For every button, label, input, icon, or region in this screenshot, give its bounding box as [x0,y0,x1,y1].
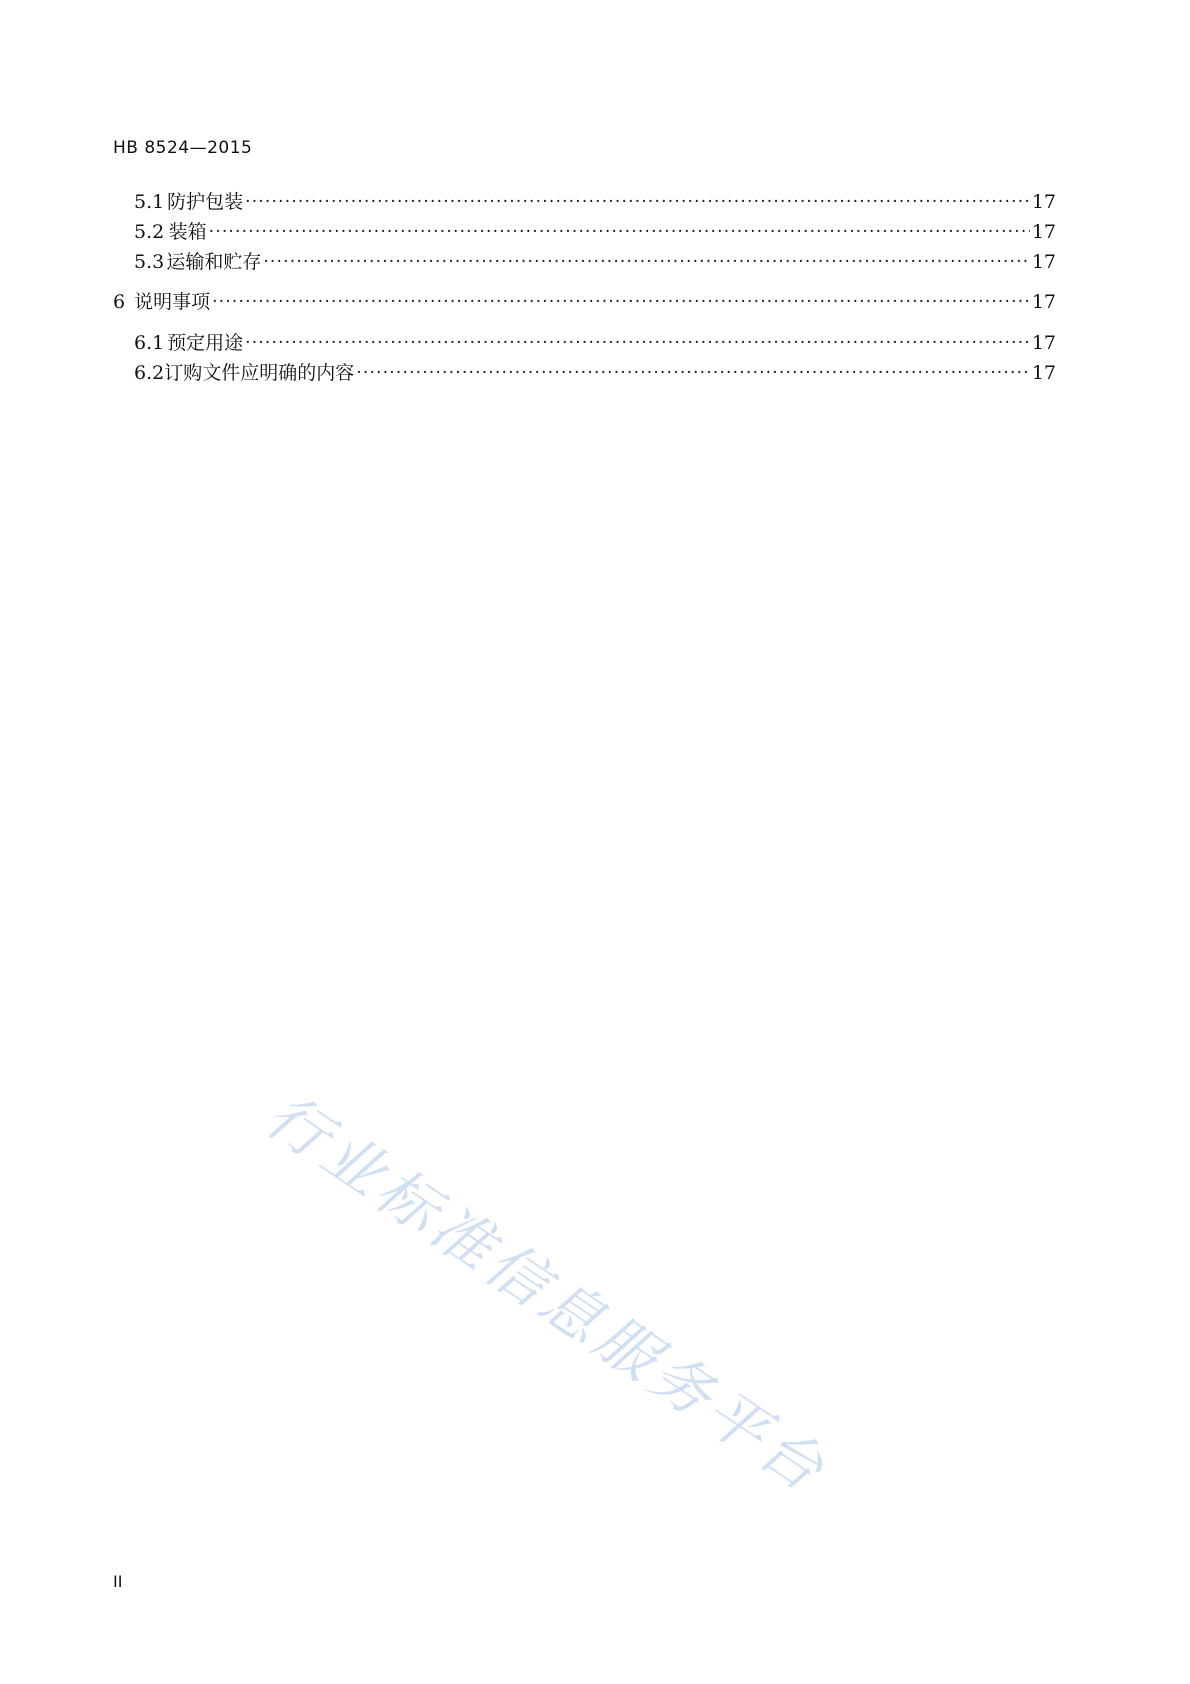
toc-number: 5.1 [134,191,165,213]
toc-entry-5-1[interactable] [113,190,1056,214]
toc-entry-6-1[interactable] [113,331,1056,355]
toc-number: 5.3 [134,251,165,273]
toc-title: 说明事项 [134,291,211,313]
toc-page: 17 [1031,362,1056,384]
toc-title: 装箱 [168,221,207,243]
dot-leader [209,220,1030,244]
toc-page: 17 [1031,251,1056,273]
toc-number: 6.1 [134,332,165,354]
watermark-text: 行业标准信息服务平台 [253,1080,840,1508]
toc-page: 17 [1031,191,1056,213]
toc-title: 防护包装 [167,191,244,213]
toc-entry-5-2[interactable] [113,220,1056,244]
toc-title: 预定用途 [167,332,244,354]
dot-leader [356,361,1030,385]
dot-leader [263,250,1029,274]
document-code: HB 8524—2015 [113,138,253,158]
toc-number: 6.2 [134,362,165,384]
toc-title: 订购文件应明确的内容 [164,362,355,384]
toc-number: 5.2 [134,221,165,243]
page-number: II [113,1572,123,1591]
toc-page: 17 [1031,332,1056,354]
toc-entry-5-3[interactable] [113,250,1056,274]
toc-title: 运输和贮存 [166,251,262,273]
toc-number: 6 [113,291,126,313]
toc-page: 17 [1031,221,1056,243]
dot-leader [245,190,1030,214]
toc-entry-6-2[interactable] [113,361,1056,385]
dot-leader [212,290,1030,314]
toc-page: 17 [1031,291,1056,313]
toc-entry-6[interactable] [113,290,1056,314]
dot-leader [245,331,1030,355]
